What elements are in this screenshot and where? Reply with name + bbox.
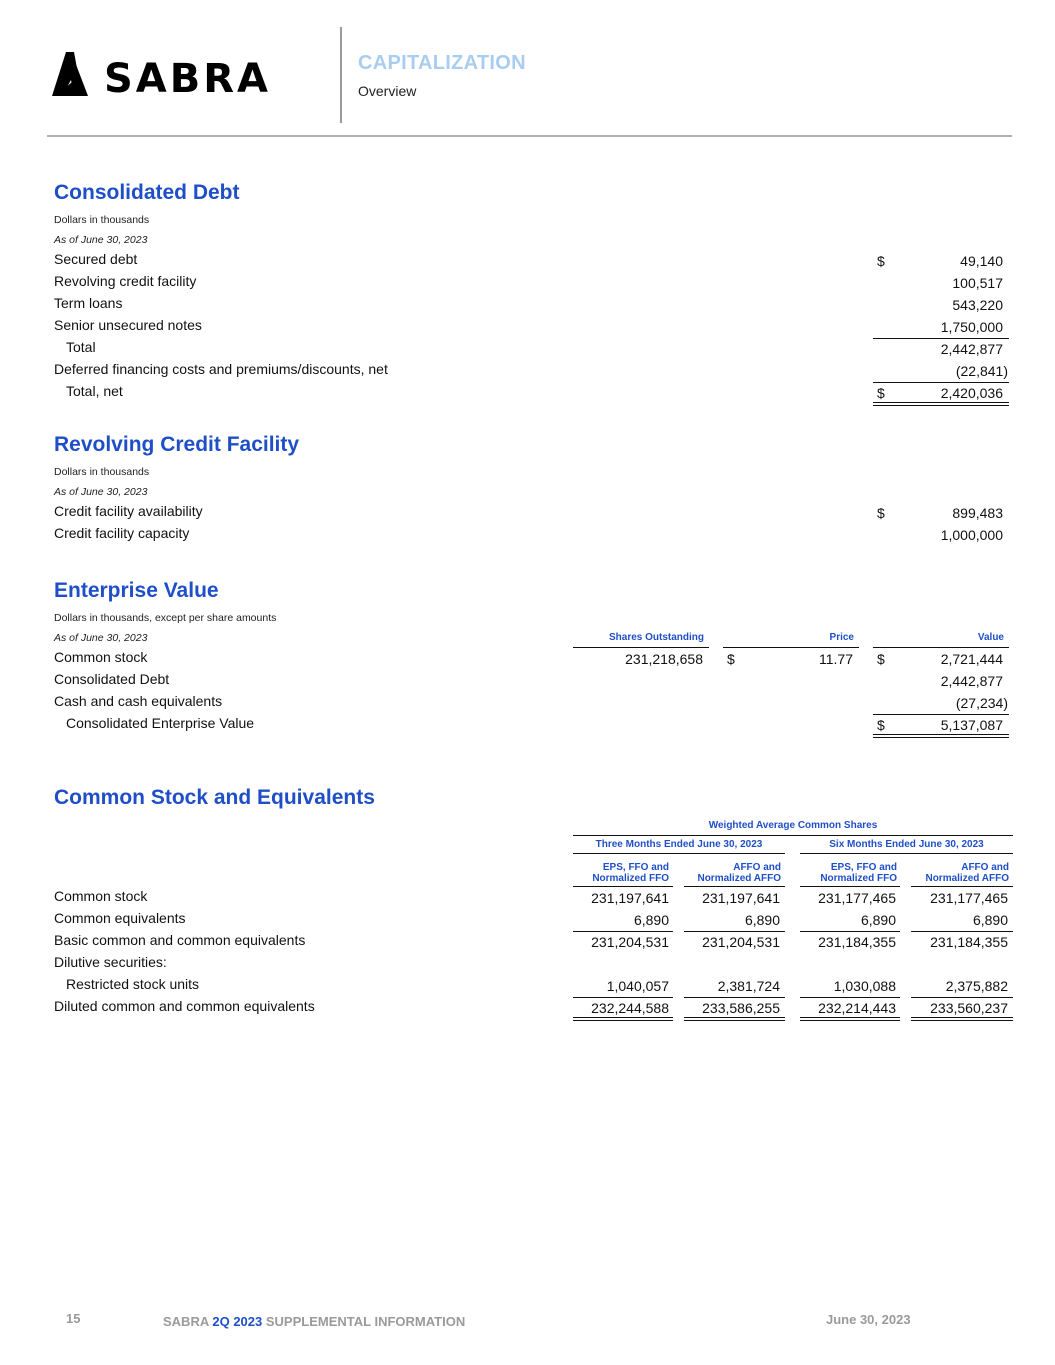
footer-period: 2Q 2023 [212, 1314, 263, 1329]
cs-row-label: Diluted common and common equivalents [54, 998, 315, 1014]
six-months-header: Six Months Ended June 30, 2023 [829, 839, 984, 850]
col-header-line: Normalized FFO [592, 873, 669, 884]
debt-row-label: Senior unsecured notes [54, 317, 202, 333]
debt-row-label: Revolving credit facility [54, 273, 197, 289]
dollar-sign: $ [877, 253, 885, 269]
total-double-rule [873, 402, 1009, 406]
cs-cell: 6,890 [744, 912, 780, 928]
revolving-credit-as-of: As of June 30, 2023 [54, 486, 148, 498]
header-rule [573, 835, 1013, 836]
three-months-header: Three Months Ended June 30, 2023 [595, 839, 763, 850]
cs-row-label: Common equivalents [54, 910, 186, 926]
footer-date: June 30, 2023 [826, 1312, 911, 1327]
consolidated-debt-title: Consolidated Debt [54, 181, 240, 204]
credit-row-label: Credit facility capacity [54, 525, 190, 541]
subtotal-rule [800, 931, 900, 932]
subtotal-rule [911, 931, 1013, 932]
cs-cell: 231,197,641 [591, 890, 669, 906]
total-double-rule [684, 1017, 785, 1021]
ev-row-label: Cash and cash equivalents [54, 693, 223, 709]
subtotal-rule [684, 931, 785, 932]
dollar-sign: $ [727, 651, 735, 667]
debt-row-label: Total [66, 339, 96, 355]
cs-cell: 231,177,465 [818, 890, 896, 906]
debt-row-label: Secured debt [54, 251, 138, 267]
page-subtitle: Overview [358, 83, 417, 99]
ev-price-value: 11.77 [819, 651, 853, 667]
consolidated-debt-as-of: As of June 30, 2023 [54, 234, 148, 246]
header-rule [873, 647, 1009, 648]
header-rule [911, 886, 1013, 887]
col-header-line: AFFO and [733, 862, 781, 873]
col-header-shares: Shares Outstanding [608, 632, 704, 643]
page-number: 15 [66, 1311, 81, 1326]
cs-cell: 231,177,465 [930, 890, 1008, 906]
col-header-line: Normalized AFFO [925, 873, 1009, 884]
subtotal-rule [873, 382, 1009, 383]
total-double-rule [873, 734, 1009, 738]
ev-row-label: Consolidated Enterprise Value [66, 715, 255, 731]
subtotal-rule [800, 997, 900, 998]
debt-row-label: Total, net [66, 383, 123, 399]
revolving-credit-title: Revolving Credit Facility [54, 433, 300, 456]
header-rule [684, 886, 785, 887]
header-rule [723, 647, 859, 648]
cs-cell: 233,560,237 [930, 1000, 1008, 1016]
cs-cell: 231,197,641 [702, 890, 780, 906]
col-header-price: Price [829, 632, 854, 643]
enterprise-value-as-of: As of June 30, 2023 [54, 632, 148, 644]
ev-value: 5,137,087 [940, 717, 1003, 733]
header-rule [47, 135, 1012, 137]
page-title: CAPITALIZATION [358, 52, 526, 74]
cs-cell: 232,214,443 [818, 1000, 896, 1016]
cs-row-label: Common stock [54, 888, 148, 904]
ev-value: (27,234) [955, 695, 1008, 711]
col-header-line: AFFO and [961, 862, 1009, 873]
dollar-sign: $ [877, 651, 885, 667]
cs-cell: 1,040,057 [606, 978, 669, 994]
cs-cell: 232,244,588 [591, 1000, 669, 1016]
debt-row-value: 2,420,036 [940, 385, 1003, 401]
ev-value: 2,721,444 [940, 651, 1003, 667]
header-divider [340, 27, 342, 123]
debt-row-value: 543,220 [952, 297, 1003, 313]
debt-row-label: Deferred financing costs and premiums/discounts, net [54, 361, 388, 377]
consolidated-debt-units: Dollars in thousands [54, 214, 150, 226]
col-header-line: Normalized AFFO [697, 873, 781, 884]
subtotal-rule [911, 997, 1013, 998]
col-header [925, 862, 1009, 884]
debt-row-value: (22,841) [955, 363, 1008, 379]
credit-row-value: 1,000,000 [940, 527, 1003, 543]
cs-cell: 231,204,531 [702, 934, 780, 950]
ev-shares-value: 231,218,658 [625, 651, 703, 667]
cs-cell: 6,890 [860, 912, 896, 928]
enterprise-value-units: Dollars in thousands, except per share amounts [54, 612, 277, 624]
dollar-sign: $ [877, 717, 885, 733]
header-rule [573, 886, 673, 887]
ev-row-label: Consolidated Debt [54, 671, 170, 687]
cs-row-label: Restricted stock units [66, 976, 200, 992]
col-header-value: Value [977, 632, 1004, 643]
total-double-rule [800, 1017, 900, 1021]
dollar-sign: $ [877, 505, 885, 521]
credit-row-label: Credit facility availability [54, 503, 203, 519]
col-header [697, 862, 781, 884]
header-rule [800, 886, 900, 887]
debt-row-value: 1,750,000 [940, 319, 1003, 335]
debt-row-value: 49,140 [960, 253, 1003, 269]
cs-row-label: Dilutive securities: [54, 954, 167, 970]
subtotal-rule [573, 931, 673, 932]
weighted-average-header: Weighted Average Common Shares [708, 820, 878, 831]
col-header [592, 862, 669, 884]
header-rule [573, 853, 785, 854]
sabra-logo [52, 52, 297, 98]
logo-wordmark: SABRA [104, 56, 272, 98]
col-header-line: Normalized FFO [820, 873, 897, 884]
cs-cell: 231,204,531 [591, 934, 669, 950]
enterprise-value-title: Enterprise Value [54, 579, 219, 602]
ev-row-label: Common stock [54, 649, 148, 665]
subtotal-rule [573, 997, 673, 998]
footer-doc: SUPPLEMENTAL INFORMATION [265, 1314, 466, 1329]
cs-row-label: Basic common and common equivalents [54, 932, 306, 948]
header-rule [573, 647, 709, 648]
header-rule [800, 853, 1013, 854]
footer-company: SABRA [163, 1314, 209, 1329]
cs-cell: 231,184,355 [818, 934, 896, 950]
col-header-line: EPS, FFO and [830, 862, 897, 873]
subtotal-rule [684, 997, 785, 998]
subtotal-rule [873, 338, 1009, 339]
footer-document-title [163, 1314, 465, 1329]
common-stock-title: Common Stock and Equivalents [54, 786, 375, 809]
credit-row-value: 899,483 [952, 505, 1003, 521]
total-double-rule [911, 1017, 1013, 1021]
cs-cell: 2,381,724 [717, 978, 780, 994]
ev-value: 2,442,877 [940, 673, 1003, 689]
total-double-rule [573, 1017, 673, 1021]
subtotal-rule [873, 714, 1009, 715]
cs-cell: 2,375,882 [945, 978, 1008, 994]
debt-row-value: 100,517 [952, 275, 1003, 291]
cs-cell: 1,030,088 [833, 978, 896, 994]
col-header [820, 862, 897, 884]
dollar-sign: $ [877, 385, 885, 401]
cs-cell: 6,890 [633, 912, 669, 928]
cs-cell: 231,184,355 [930, 934, 1008, 950]
cs-cell: 6,890 [972, 912, 1008, 928]
cs-cell: 233,586,255 [702, 1000, 780, 1016]
revolving-credit-units: Dollars in thousands [54, 466, 150, 478]
debt-row-value: 2,442,877 [940, 341, 1003, 357]
debt-row-label: Term loans [54, 295, 123, 311]
col-header-line: EPS, FFO and [602, 862, 669, 873]
